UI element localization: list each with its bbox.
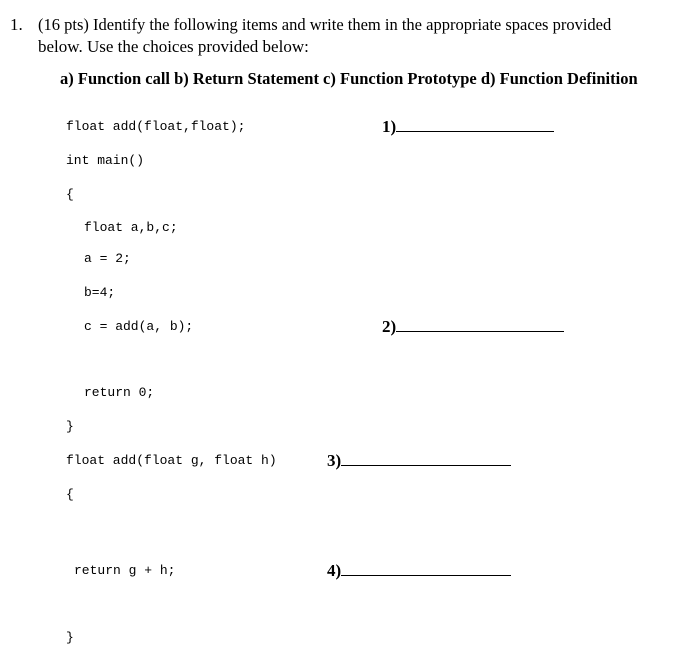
answer-blank-4[interactable] bbox=[327, 561, 511, 581]
code-line-return-sum: return g + h; bbox=[74, 563, 176, 578]
answer-label-3: 3) bbox=[327, 451, 342, 470]
code-line-assign-b: b=4; bbox=[84, 285, 116, 300]
answer-label-4: 4) bbox=[327, 561, 342, 580]
code-line-definition: float add(float g, float h) bbox=[66, 453, 277, 468]
code-line-open-brace: { bbox=[66, 187, 74, 202]
question-number: 1. bbox=[10, 15, 23, 34]
answer-label-1: 1) bbox=[382, 117, 397, 136]
answer-blank-3[interactable] bbox=[327, 451, 511, 471]
code-line-call: c = add(a, b); bbox=[84, 319, 194, 334]
answer-line-4[interactable] bbox=[341, 561, 511, 576]
answer-line-3[interactable] bbox=[341, 451, 511, 466]
choices-line: a) Function call b) Return Statement c) Function Prototype d) Function Definition bbox=[60, 69, 638, 88]
code-line-main: int main() bbox=[66, 153, 145, 168]
answer-line-2[interactable] bbox=[396, 317, 564, 332]
code-line-declare: float a,b,c; bbox=[84, 220, 178, 235]
question-intro-line1: (16 pts) Identify the following items and write them in the appropriate spaces provided bbox=[38, 15, 612, 34]
code-line-prototype: float add(float,float); bbox=[66, 119, 246, 134]
answer-label-2: 2) bbox=[382, 317, 397, 336]
code-line-assign-a: a = 2; bbox=[84, 251, 131, 266]
question-intro-line2: below. Use the choices provided below: bbox=[38, 37, 309, 56]
code-line-def-close-brace: } bbox=[66, 630, 74, 645]
code-line-return-main: return 0; bbox=[84, 385, 155, 400]
code-line-def-open-brace: { bbox=[66, 487, 74, 502]
answer-blank-1[interactable] bbox=[382, 117, 554, 137]
answer-line-1[interactable] bbox=[396, 117, 554, 132]
code-line-close-brace: } bbox=[66, 419, 74, 434]
answer-blank-2[interactable] bbox=[382, 317, 564, 337]
